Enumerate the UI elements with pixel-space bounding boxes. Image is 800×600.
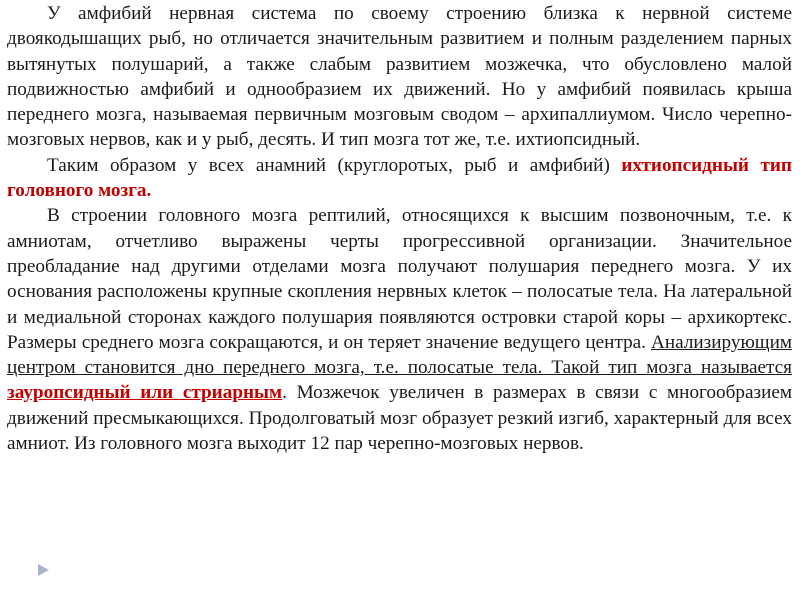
sauropsid-term: зауропсидный или стриарным [7, 382, 283, 404]
slide [7, 0, 792, 600]
paragraph-reptiles [7, 203, 792, 456]
paragraph-reptiles-tail: . Мозжечок увеличен в размерах в связи с многообразием движений пресмыкающихся. Продолговатый мозг образует резкий изгиб, характерный для всех амниот. Из головного мозга выходит 12 пар черепно-мозговых нервов. [7, 382, 792, 455]
ichthyopsid-term: ихтиопсидный тип головного мозга. [7, 154, 792, 202]
analyzing-center-underlined: Анализирующим центром становится дно переднего мозга, т.е. полосатые тела. Такой тип мозга называется [7, 331, 792, 379]
paragraph-amphibians [7, 1, 792, 153]
paragraph-anamnia-text: Таким образом у всех анамний (круглоротых, рыб и амфибий) [47, 154, 622, 176]
paragraph-reptiles-text: В строении головного мозга рептилий, относящихся к высшим позвоночным, т.е. к амниотам, отчетливо выражены черты прогрессивной организации. Значительное преобладание над другими отделами мозга получают полушария переднего мозга. У их основания расположены крупные скопления нервных клеток – полосатые тела. На латеральной и медиальной сторонах каждого полушария появляются островки старой коры – архикортекс. Размеры среднего мозга сокращаются, и он теряет значение ведущего центра. [7, 205, 792, 353]
paragraph-anamnia [7, 153, 792, 204]
text-block [7, 1, 792, 456]
paragraph-amphibians-text: У амфибий нервная система по своему строению близка к нервной системе двоякодышащих рыб, но отличается значительным развитием и полным разделением парных вытянутых полушарий, а также слабым развитием мозжечка, что обусловлено малой подвижностью амфибий и однообразием их движений. Но у амфибий появилась крыша переднего мозга, называемая первичным мозговым сводом – архипаллиумом. Число черепно-мозговых нервов, как и у рыб, десять. И тип мозга тот же, т.е. ихтиопсидный. [7, 3, 792, 151]
triangle-right-icon[interactable] [36, 563, 50, 577]
